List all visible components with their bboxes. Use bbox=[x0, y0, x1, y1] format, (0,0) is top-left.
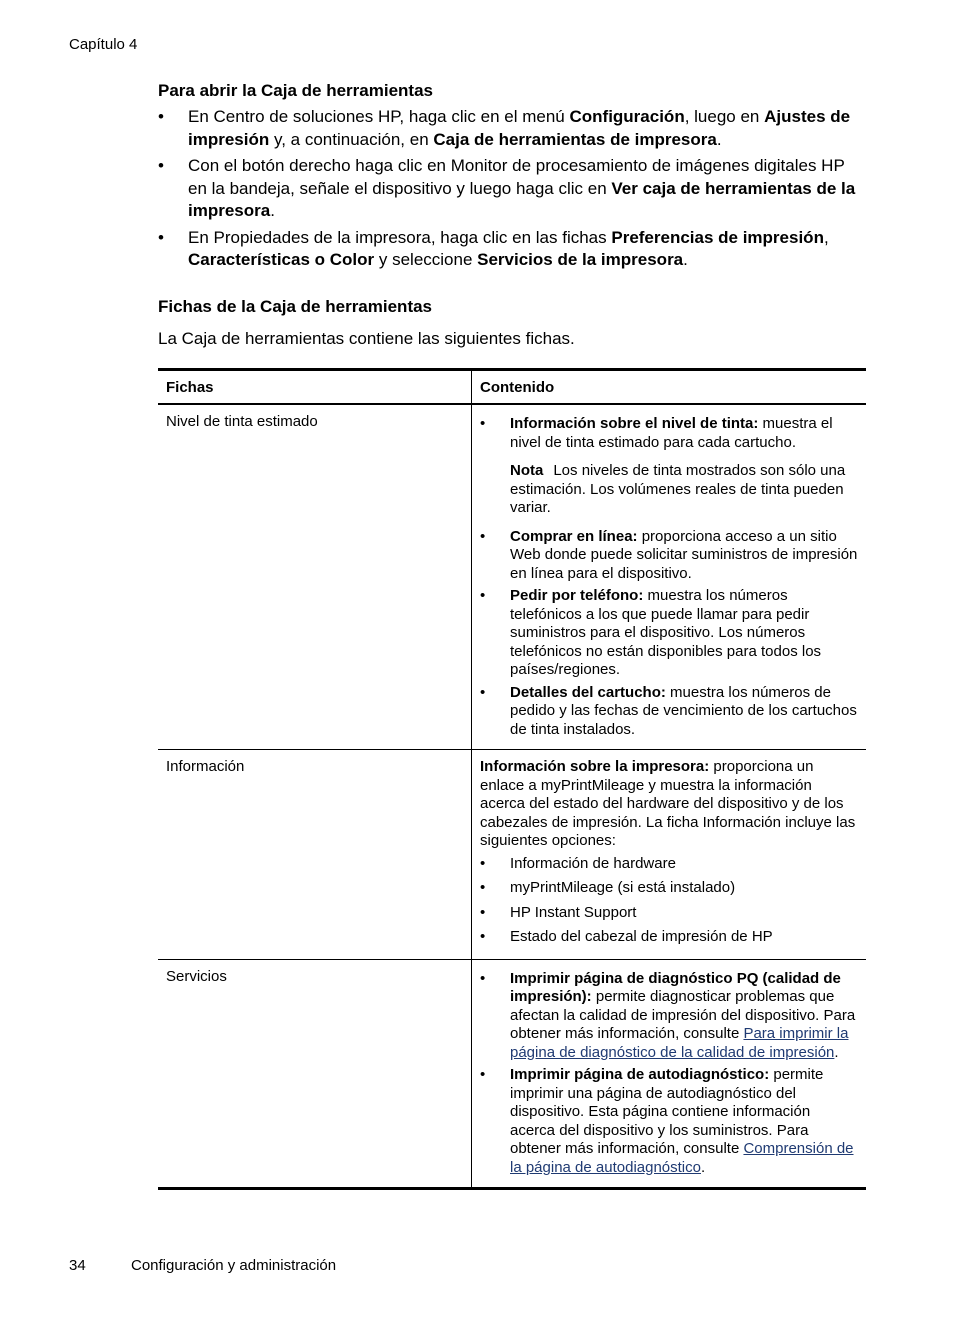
list-item bbox=[480, 970, 858, 1063]
item-text: permite diagnosticar problemas que afectan la calidad de impresión del dispositivo. Para obtener más información, consulte bbox=[510, 988, 856, 1042]
step-bold: Características o Color bbox=[188, 250, 375, 269]
tab-content-cell bbox=[472, 404, 867, 750]
table-header-row bbox=[158, 369, 866, 404]
item-text: proporciona un enlace a myPrintMileage y muestra la información acerca del estado del hardware del dispositivo y de los cabezales de impresión. La ficha Información incluye las siguientes opciones: bbox=[480, 758, 856, 849]
self-test-page-link[interactable]: Comprensión de la página de autodiagnóstico bbox=[510, 1140, 854, 1176]
step-bold: Configuración bbox=[569, 107, 685, 126]
item-text: muestra el nivel de tinta estimado para cada cartucho. bbox=[510, 415, 833, 451]
step-text: En Centro de soluciones HP, haga clic en el menú bbox=[188, 107, 570, 126]
step-item bbox=[158, 227, 866, 272]
toolbox-tabs-heading: Fichas de la Caja de herramientas bbox=[158, 296, 433, 316]
toolbox-tabs-table bbox=[158, 368, 866, 1191]
table-row bbox=[158, 750, 866, 960]
item-title: Información sobre el nivel de tinta: bbox=[510, 415, 759, 432]
toolbox-tabs-intro: La Caja de herramientas contiene las siguientes fichas. bbox=[158, 328, 575, 348]
step-bold: Caja de herramientas de impresora bbox=[433, 129, 717, 149]
item-text: proporciona acceso a un sitio Web donde puede solicitar suministros de impresión en línea para el dispositivo. bbox=[510, 527, 858, 582]
tab-name-cell: Servicios bbox=[158, 959, 472, 1189]
item-text: permite imprimir una página de autodiagnóstico del dispositivo. Esta página contiene información acerca del dispositivo y los suministros. Para obtener más información, consulte bbox=[510, 1066, 824, 1157]
info-options-list bbox=[480, 855, 858, 947]
table-row bbox=[158, 404, 866, 750]
tab-name-cell: Información bbox=[158, 750, 472, 960]
item-title: Detalles del cartucho: bbox=[510, 683, 666, 701]
content-list bbox=[480, 970, 858, 1178]
page-content bbox=[158, 80, 866, 1190]
print-quality-diagnostic-link[interactable]: Para imprimir la página de diagnóstico de la calidad de impresión bbox=[510, 1025, 849, 1061]
step-text: , bbox=[823, 227, 829, 247]
step-item bbox=[158, 155, 866, 223]
list-item bbox=[480, 587, 858, 680]
list-item: • Estado del cabezal de impresión de HP bbox=[480, 928, 858, 947]
open-toolbox-heading: Para abrir la Caja de herramientas bbox=[158, 81, 433, 100]
item-text: . bbox=[701, 1158, 706, 1176]
list-item: • myPrintMileage (si está instalado) bbox=[480, 879, 858, 898]
item-title: Información sobre la impresora: bbox=[480, 758, 710, 775]
item-text: muestra los números telefónicos a los que puede llamar para pedir suministros para el dispositivo. Los números telefónicos no están disponibles para todos los países/regiones. bbox=[510, 587, 822, 678]
page-number: 34 bbox=[69, 1257, 86, 1274]
open-toolbox-steps bbox=[158, 106, 866, 272]
step-bold: Ajustes de impresión bbox=[188, 107, 851, 149]
step-text: . bbox=[716, 129, 722, 149]
step-text: y seleccione bbox=[374, 250, 478, 269]
column-header-content: Contenido bbox=[472, 369, 867, 404]
item-text: muestra los números de pedido y las fechas de vencimiento de los cartuchos de tinta instalados. bbox=[510, 683, 857, 738]
footer-section-title: Configuración y administración bbox=[131, 1257, 337, 1274]
tab-content-cell bbox=[472, 959, 867, 1189]
step-text: , luego en bbox=[684, 107, 765, 126]
step-text: . bbox=[683, 250, 688, 269]
step-bold: Servicios de la impresora bbox=[477, 250, 684, 269]
chapter-header: Capítulo 4 bbox=[69, 36, 138, 53]
info-description bbox=[480, 758, 858, 851]
item-title: Comprar en línea: bbox=[510, 527, 638, 545]
item-title: Imprimir página de autodiagnóstico: bbox=[510, 1066, 770, 1083]
list-item: • Información de hardware bbox=[480, 855, 858, 874]
step-text: En Propiedades de la impresora, haga clic en las fichas bbox=[188, 227, 612, 247]
list-item bbox=[480, 1066, 858, 1177]
item-title: Imprimir página de diagnóstico PQ (calidad de impresión): bbox=[510, 969, 841, 1005]
item-text: . bbox=[834, 1043, 839, 1061]
step-item bbox=[158, 106, 866, 151]
step-text: y, a continuación, en bbox=[269, 129, 434, 149]
note-box bbox=[510, 462, 858, 518]
content-list bbox=[480, 415, 858, 452]
list-item bbox=[480, 415, 858, 452]
tab-name-cell: Nivel de tinta estimado bbox=[158, 404, 472, 750]
tab-content-cell bbox=[472, 750, 867, 960]
note-text: Los niveles de tinta mostrados son sólo una estimación. Los volúmenes reales de tinta pueden variar. bbox=[510, 462, 846, 516]
note-label: Nota bbox=[510, 462, 544, 479]
list-item: • HP Instant Support bbox=[480, 904, 858, 923]
step-bold: Preferencias de impresión bbox=[611, 227, 824, 247]
step-text: . bbox=[270, 201, 275, 220]
step-text: Con el botón derecho haga clic en Monitor de procesamiento de imágenes digitales HP en la bandeja, señale el dispositivo y luego haga clic en bbox=[188, 156, 845, 198]
table-row bbox=[158, 959, 866, 1189]
list-item bbox=[480, 528, 858, 584]
step-bold: Ver caja de herramientas de la impresora bbox=[188, 178, 856, 220]
column-header-tabs: Fichas bbox=[158, 369, 472, 404]
content-list bbox=[480, 528, 858, 740]
list-item bbox=[480, 684, 858, 740]
item-title: Pedir por teléfono: bbox=[510, 587, 644, 604]
